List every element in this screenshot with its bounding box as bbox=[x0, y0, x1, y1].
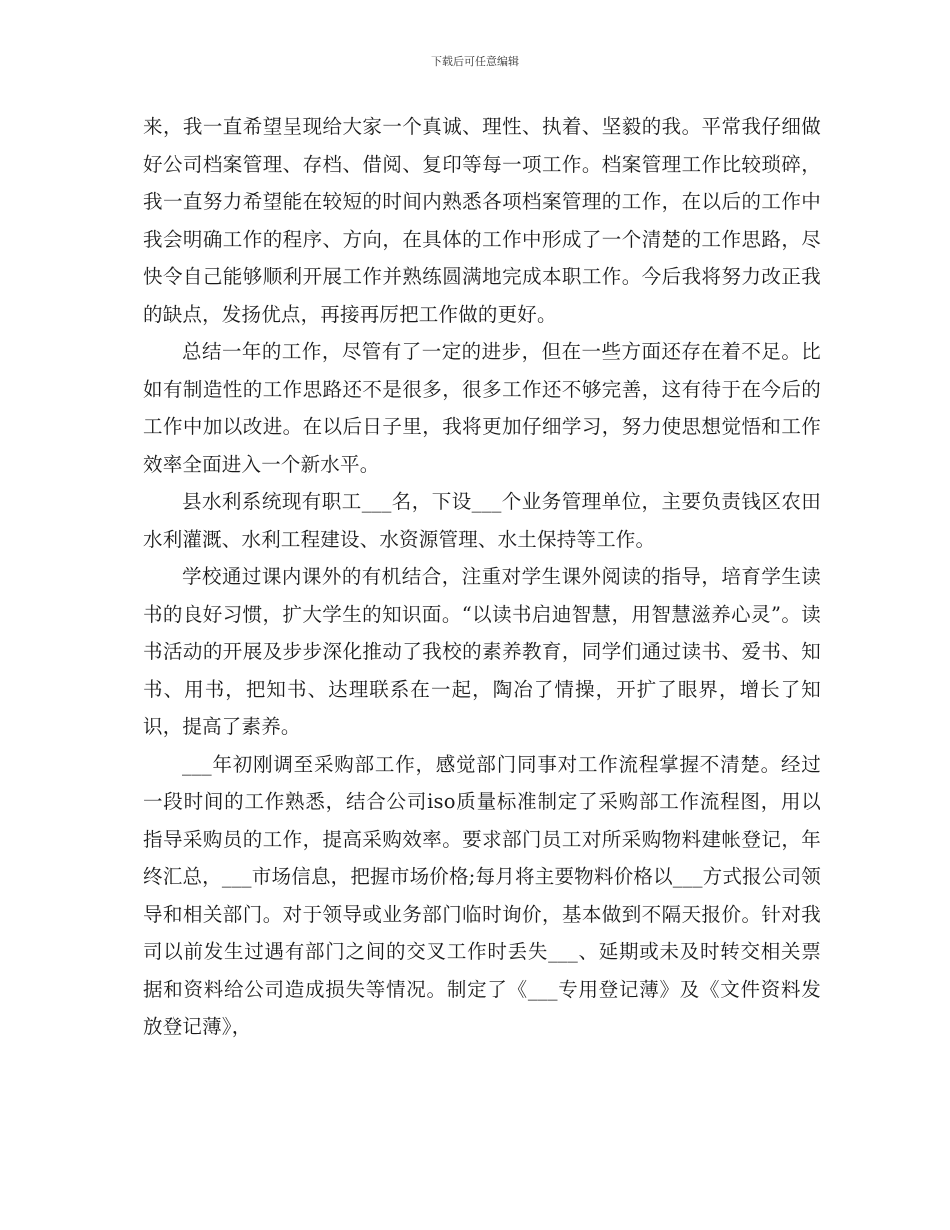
paragraph-5: ___年初刚调至采购部工作，感觉部门同事对工作流程掌握不清楚。经过一段时间的工作熟悉，结合公司iso质量标准制定了采购部工作流程图，用以指导采购员的工作，提高采购效率。要求部门员工对所采购物料建帐登记，年终汇总，___市场信息，把握市场价格;每月将主要物料价格以___方式报公司领导和相关部门。对于领导或业务部门临时询价，基本做到不隔天报价。针对我司以前发生过遇有部门之间的交叉工作时丢失___、延期或未及时转交相关票据和资料给公司造成损失等情况。制定了《___专用登记薄》及《文件资料发放登记薄》， bbox=[143, 752, 821, 1038]
document-body bbox=[143, 108, 821, 1046]
paragraph-2: 总结一年的工作，尽管有了一定的进步，但在一些方面还存在着不足。比如有制造性的工作思路还不是很多，很多工作还不够完善，这有待于在今后的工作中加以改进。在以后日子里，我将更加仔细学习，努力使思想觉悟和工作效率全面进入一个新水平。 bbox=[143, 340, 821, 476]
page-header-note: 下载后可任意编辑 bbox=[431, 55, 519, 68]
paragraph-1: 来，我一直希望呈现给大家一个真诚、理性、执着、坚毅的我。平常我仔细做好公司档案管理、存档、借阅、复印等每一项工作。档案管理工作比较琐碎，我一直努力希望能在较短的时间内熟悉各项档案管理的工作，在以后的工作中我会明确工作的程序、方向，在具体的工作中形成了一个清楚的工作思路，尽快令自己能够顺利开展工作并熟练圆满地完成本职工作。今后我将努力改正我的缺点，发扬优点，再接再厉把工作做的更好。 bbox=[143, 115, 821, 326]
paragraph-4: 学校通过课内课外的有机结合，注重对学生课外阅读的指导，培育学生读书的良好习惯，扩大学生的知识面。“以读书启迪智慧，用智慧滋养心灵”。读书活动的开展及步步深化推动了我校的素养教育，同学们通过读书、爱书、知书、用书，把知书、达理联系在一起，陶冶了情操，开扩了眼界，增长了知识，提高了素养。 bbox=[143, 565, 821, 738]
paragraph-3: 县水利系统现有职工___名，下设___个业务管理单位，主要负责钱区农田水利灌溉、水利工程建设、水资源管理、水土保持等工作。 bbox=[143, 490, 821, 551]
